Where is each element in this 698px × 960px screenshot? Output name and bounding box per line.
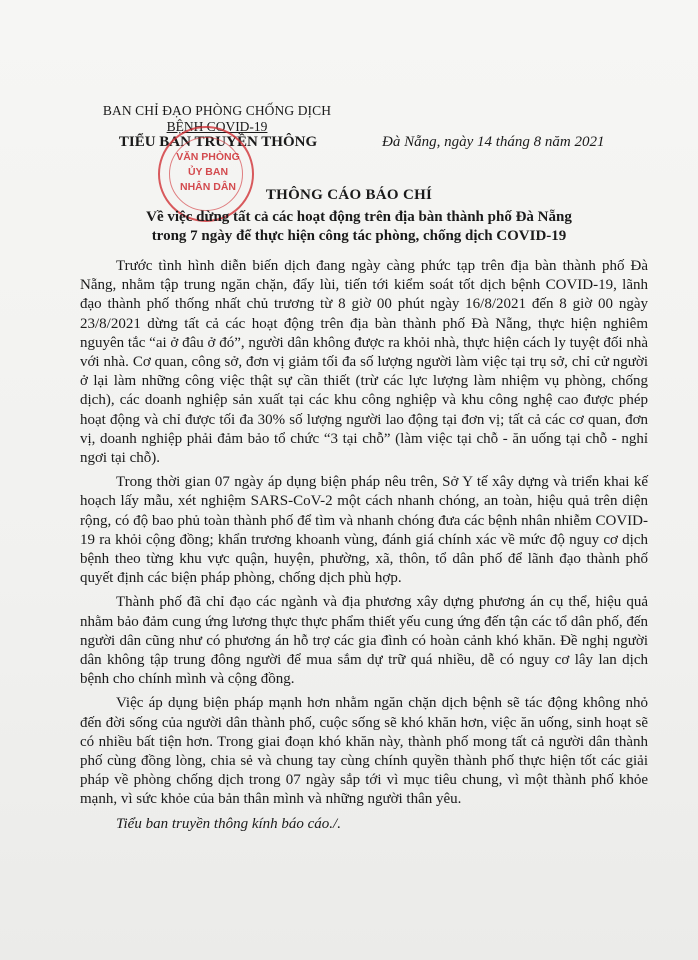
document-title: THÔNG CÁO BÁO CHÍ	[265, 187, 433, 203]
document-date: Đà Nẵng, ngày 14 tháng 8 năm 2021	[382, 134, 605, 150]
subtitle-line-2: trong 7 ngày để thực hiện công tác phòng, chống dịch COVID-19	[151, 228, 567, 244]
seal-text: VĂN PHÒNG ỦY BAN NHÂN DÂN	[176, 151, 240, 193]
org-subcommittee: TIỂU BAN TRUYỀN THÔNG	[118, 134, 318, 150]
document-body	[80, 257, 648, 839]
subtitle-line-1: Về việc dừng tất cả các hoạt động trên địa bàn thành phố Đà Nẵng	[146, 209, 572, 225]
body-paragraph-4: Việc áp dụng biện pháp mạnh hơn nhằm ngăn chặn dịch bệnh sẽ tác động không nhỏ đến đời sống của người dân thành phố, cuộc sống sẽ khó khăn hơn, việc ăn uống, sinh hoạt sẽ có nhiều bất tiện hơn. Trong giai đoạn khó khăn này, thành phố mong tất cả người dân thành phố cùng đồng lòng, chia sẻ và chung tay cùng chính quyền thành phố thực hiện tốt các giải pháp về phòng chống dịch trong 07 ngày sắp tới vì mục tiêu chung, vì một thành phố khỏe mạnh, vì sức khỏe của bản thân mình và những người thân yêu.	[80, 695, 648, 808]
body-paragraph-3: Thành phố đã chỉ đạo các ngành và địa phương xây dựng phương án cụ thể, hiệu quả nhằm bảo đảm cung ứng lương thực thực phẩm thiết yếu cung ứng đến tận các tổ dân phố, đến người dân cũng như có phương án hỗ trợ các gia đình có hoàn cảnh khó khăn. Đề nghị người dân không tập trung đông người để mua sắm dự trữ quá nhiều, dễ có nguy cơ lây lan dịch bệnh cho chính mình và cộng đồng.	[80, 594, 648, 688]
closing-line: Tiểu ban truyền thông kính báo cáo./.	[116, 815, 341, 832]
body-paragraph-1: Trước tình hình diễn biến dịch đang ngày càng phức tạp trên địa bàn thành phố Đà Nẵng, nhằm tập trung ngăn chặn, đẩy lùi, tiến tới kiểm soát tốt dịch bệnh COVID-19, lãnh đạo thành phố thống nhất chủ trương từ 8 giờ 00 phút ngày 16/8/2021 đến 8 giờ 00 ngày 23/8/2021 dừng tất cả các hoạt động trên địa bàn thành phố Đà Nẵng, thực hiện nghiêm nguyên tắc “ai ở đâu ở đó”, người dân không được ra khỏi nhà, thực hiện cách ly tuyệt đối nhà với nhà. Cơ quan, công sở, đơn vị giảm tối đa số lượng người làm việc tại trụ sở, chỉ cử người ở lại làm những công việc thật sự cần thiết (trừ các lực lượng làm nhiệm vụ phòng, chống dịch), các doanh nghiệp sản xuất tại các khu công nghiệp và khu công nghệ cao được phép hoạt động và chỉ được tối đa 30% số lượng người lao động tại đơn vị; tất cả các cơ quan, đơn vị, doanh nghiệp phải đảm bảo tổ chức “3 tại chỗ” (làm việc tại chỗ - ăn uống tại chỗ - nghỉ ngơi tại chỗ).	[80, 258, 648, 467]
body-paragraph-2: Trong thời gian 07 ngày áp dụng biện pháp nêu trên, Sở Y tế xây dựng và triển khai kế hoạch lấy mẫu, xét nghiệm SARS-CoV-2 một cách nhanh chóng, an toàn, hiệu quả trên diện rộng, có độ bao phủ toàn thành phố để tìm và nhanh chóng đưa các bệnh nhân nhiễm COVID-19 ra khỏi cộng đồng; khẩn trương khoanh vùng, đánh giá chính xác về mức độ nguy cơ dịch bệnh theo từng khu vực quận, huyện, phường, xã, thôn, tổ dân phố để lãnh đạo thành phố quyết định các biện pháp phòng, chống dịch phù hợp.	[80, 474, 648, 587]
org-name-line1: BAN CHỈ ĐẠO PHÒNG CHỐNG DỊCH	[102, 103, 332, 118]
org-name-line2: BỆNH COVID-19	[166, 119, 268, 134]
document-subtitle	[60, 208, 658, 246]
